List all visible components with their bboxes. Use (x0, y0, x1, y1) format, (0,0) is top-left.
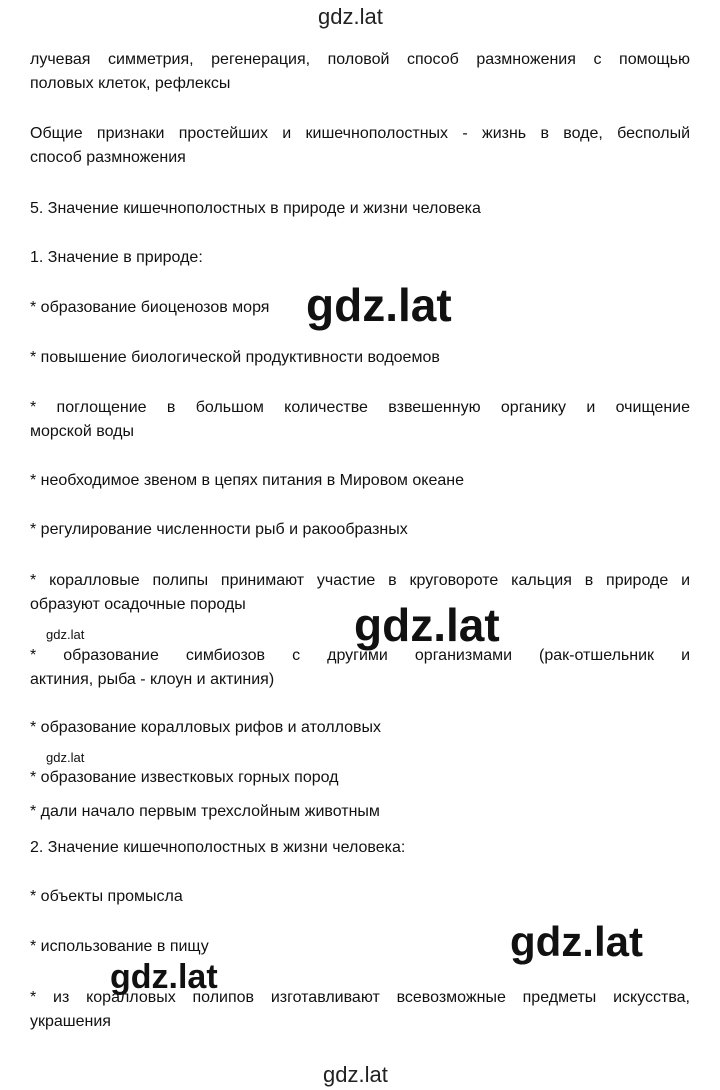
watermark-small-1: gdz.lat (46, 627, 85, 642)
paragraph-2-line-2: способ размножения (30, 149, 186, 166)
human-item-art-line-1: * из коралловых полипов изготавливают всевозможные предметы искусства, (30, 989, 690, 1006)
nature-item-biocenoses: * образование биоценозов моря (30, 299, 270, 316)
nature-item-three-layer: * дали начало первым трехслойным животным (30, 803, 380, 820)
human-item-art-line-2: украшения (30, 1013, 111, 1030)
paragraph-1-line-2: половых клеток, рефлексы (30, 75, 231, 92)
nature-item-absorption-line-2: морской воды (30, 423, 134, 440)
nature-item-productivity: * повышение биологической продуктивности водоемов (30, 349, 440, 366)
section-5-heading: 5. Значение кишечнополостных в природе и жизни человека (30, 200, 481, 217)
nature-item-absorption-line-1: * поглощение в большом количестве взвешенную органику и очищение (30, 399, 690, 416)
human-item-food: * использование в пищу (30, 938, 209, 955)
human-item-fishing: * объекты промысла (30, 888, 183, 905)
human-title: 2. Значение кишечнополостных в жизни человека: (30, 839, 406, 856)
nature-title: 1. Значение в природе: (30, 249, 203, 266)
watermark-large-4: gdz.lat (110, 958, 218, 996)
paragraph-2-line-1: Общие признаки простейших и кишечнополостных - жизнь в воде, бесполый (30, 125, 690, 142)
nature-item-symbiosis-line-2: актиния, рыба - клоун и актиния) (30, 671, 275, 688)
nature-item-coral-line-1: * коралловые полипы принимают участие в круговороте кальция в природе и (30, 572, 690, 589)
watermark-small-2: gdz.lat (46, 750, 85, 765)
nature-item-coral-line-2: образуют осадочные породы (30, 596, 246, 613)
watermark-footer: gdz.lat (323, 1062, 388, 1087)
nature-item-food-chain: * необходимое звеном в цепях питания в Мировом океане (30, 472, 464, 489)
watermark-header: gdz.lat (318, 4, 383, 29)
watermark-large-3: gdz.lat (510, 918, 643, 965)
paragraph-1-line-1: лучевая симметрия, регенерация, половой способ размножения с помощью (30, 51, 690, 68)
nature-item-limestone: * образование известковых горных пород (30, 769, 339, 786)
watermark-large-1: gdz.lat (306, 279, 452, 331)
nature-item-symbiosis-line-1: * образование симбиозов с другими организмами (рак-отшельник и (30, 647, 690, 664)
nature-item-regulation: * регулирование численности рыб и ракообразных (30, 521, 408, 538)
nature-item-reefs: * образование коралловых рифов и атолловых (30, 719, 382, 736)
watermark-large-2: gdz.lat (354, 599, 500, 651)
